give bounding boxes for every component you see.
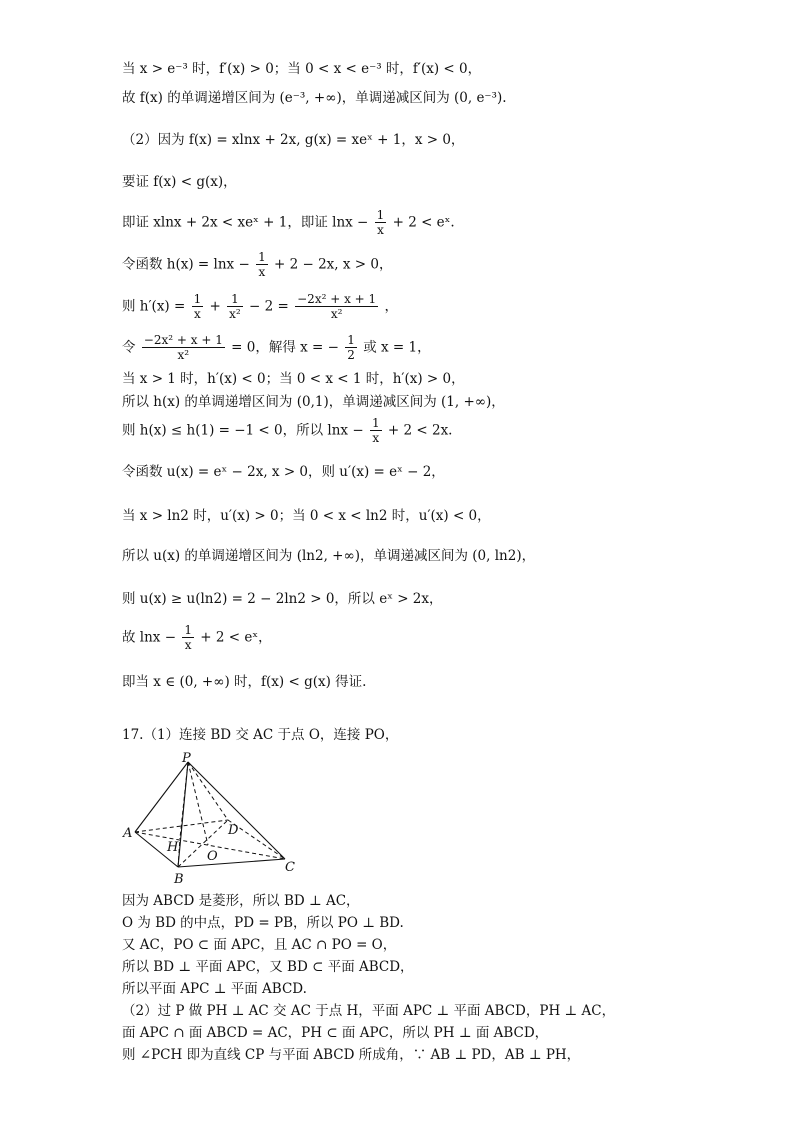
line-5-pre: 即证 xlnx + 2x < xeˣ + 1，即证 lnx − [122,214,369,231]
text-line-4: 要证 f(x) < g(x)， [122,174,237,190]
fraction [375,208,387,237]
line-6-pre: 令函数 h(x) = lnx − [122,256,250,273]
text-line-23: 所以平面 APC ⊥ 平面 ABCD. [122,981,307,997]
text-line-7 [122,292,398,321]
text-line-24: （2）过 P 做 PH ⊥ AC 交 AC 于点 H，平面 APC ⊥ 平面 ABCD，PH ⊥ AC， [122,1003,616,1019]
label-P: P [182,752,191,766]
text-line-3: （2）因为 f(x) = xlnx + 2x, g(x) = xeˣ + 1，x > 0， [122,132,465,148]
text-line-2: 故 f(x) 的单调递增区间为 (e⁻³, +∞)，单调递减区间为 (0, e⁻³). [122,90,507,106]
fraction-denominator: x² [177,348,190,362]
text-line-22: 所以 BD ⊥ 平面 APC，又 BD ⊂ 平面 ABCD， [122,959,414,975]
label-C: C [285,860,295,875]
fraction-denominator: x [194,307,201,321]
segment-PO [188,762,208,845]
line-6-post: + 2 − 2x, x > 0， [274,256,393,273]
fraction-denominator: x [377,223,384,237]
text-line-10: 所以 h(x) 的单调递增区间为 (0,1)，单调递减区间为 (1, +∞)， [122,394,505,410]
line-7-mid: + [209,298,221,315]
problem-17-heading: 17.（1）连接 BD 交 AC 于点 O，连接 PO， [122,727,399,743]
segment-BD [178,820,228,867]
text-line-8 [122,333,431,362]
text-line-19: 因为 ABCD 是菱形，所以 BD ⊥ AC， [122,893,360,909]
pyramid-figure [120,752,305,887]
text-line-6 [122,250,392,279]
line-8-pre: 令 [122,339,136,356]
text-line-9: 当 x > 1 时，h′(x) < 0；当 0 < x < 1 时，h′(x) > 0， [122,371,465,387]
fraction-denominator: x² [330,307,343,321]
edge-BC [178,859,285,867]
fraction-denominator: x [184,638,192,652]
label-D: D [228,823,239,838]
line-11-pre: 则 h(x) ≤ h(1) = −1 < 0，所以 lnx − [122,422,364,439]
label-O: O [207,849,218,864]
label-H: H [167,840,179,855]
text-line-5 [122,208,455,237]
fraction-denominator: x² [229,307,241,321]
text-line-17: 即当 x ∈ (0, +∞) 时，f(x) < g(x) 得证. [122,674,367,690]
fraction-numerator: 1 [184,623,192,637]
line-7-mid2: − 2 = [249,298,289,315]
line-11-post: + 2 < 2x. [387,422,453,439]
label-B: B [174,872,184,887]
text-line-13: 当 x > ln2 时，u′(x) > 0；当 0 < x < ln2 时，u′(x) < 0， [122,508,491,524]
fraction-numerator: 1 [376,208,385,222]
fraction [256,250,268,279]
fraction [182,623,194,652]
fraction-numerator: −2x² + x + 1 [297,292,377,306]
text-line-16 [122,623,272,652]
line-16-pre: 故 lnx − [122,629,177,646]
fraction [142,333,225,362]
text-line-21: 又 AC，PO ⊂ 面 APC，且 AC ∩ PO = O， [122,937,397,953]
text-line-20: O 为 BD 的中点，PD = PB，所以 PO ⊥ BD. [122,915,404,931]
text-line-14: 所以 u(x) 的单调递增区间为 (ln2, +∞)，单调递减区间为 (0, ln2)， [122,548,536,564]
line-8-post: 或 x = 1， [363,339,431,356]
fraction-denominator: x [258,265,266,279]
line-8-mid: = 0，解得 x = − [231,339,339,356]
text-line-11 [122,416,452,445]
fraction [295,292,378,321]
fraction [227,292,243,321]
line-16-post: + 2 < eˣ， [200,629,272,646]
line-7-post: ， [384,298,398,315]
fraction [370,416,382,445]
fraction [345,333,357,362]
fraction-numerator: 1 [227,292,243,307]
fraction-numerator: 1 [371,416,380,430]
fraction-numerator: 1 [258,250,266,264]
edge-PC [188,762,285,859]
text-line-25: 面 APC ∩ 面 ABCD = AC，PH ⊂ 面 APC，所以 PH ⊥ 面 ABCD， [122,1025,549,1041]
fraction-denominator: x [372,431,380,445]
text-line-26: 则 ∠PCH 即为直线 CP 与平面 ABCD 所成角，∵ AB ⊥ PD，AB ⊥ PH， [122,1047,581,1063]
text-line-12: 令函数 u(x) = eˣ − 2x, x > 0，则 u′(x) = eˣ − 2， [122,464,445,480]
fraction [192,292,204,321]
label-A: A [123,826,133,841]
text-line-1: 当 x > e⁻³ 时，f′(x) > 0；当 0 < x < e⁻³ 时，f′(x) < 0， [122,61,482,77]
edge-PA [135,762,188,832]
line-7-pre: 则 h′(x) = [122,298,186,315]
edge-PD [188,762,228,820]
fraction-numerator: 1 [193,292,202,306]
text-line-15: 则 u(x) ≥ u(ln2) = 2 − 2ln2 > 0，所以 eˣ > 2x， [122,591,443,607]
fraction-denominator: 2 [347,348,355,362]
fraction-numerator: 1 [347,333,355,347]
fraction-numerator: −2x² + x + 1 [143,333,223,347]
line-5-post: + 2 < eˣ. [392,214,455,231]
